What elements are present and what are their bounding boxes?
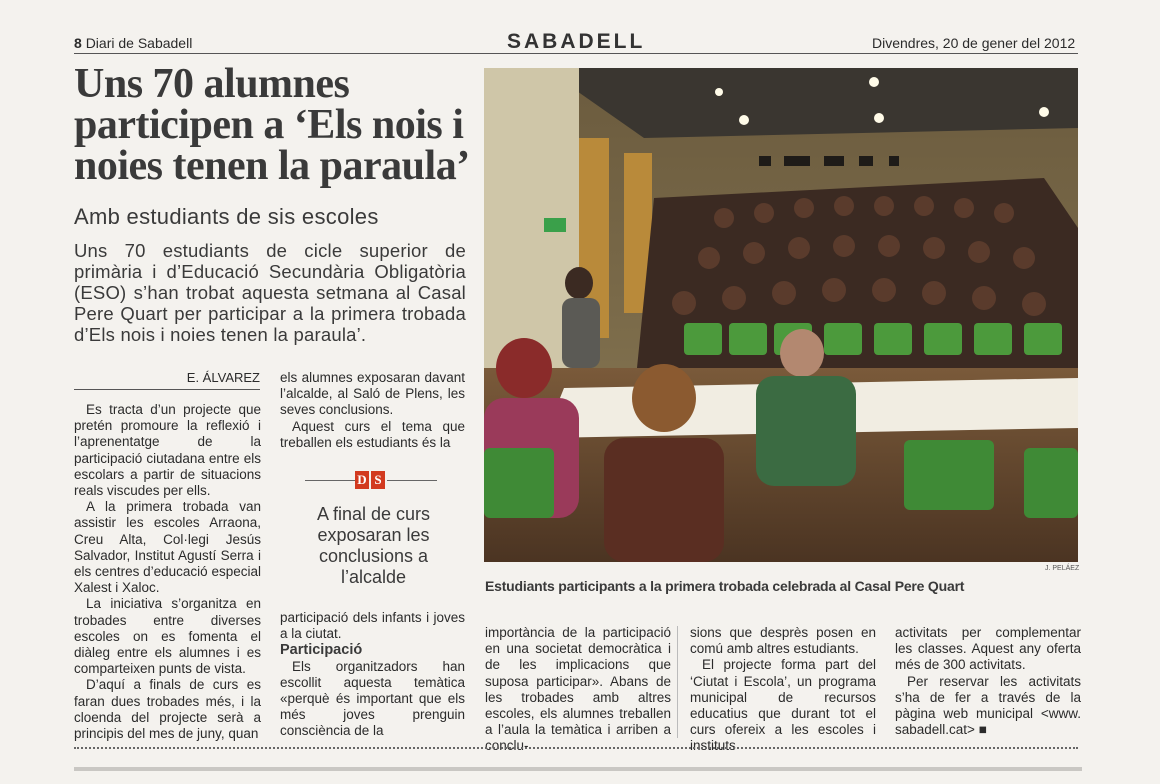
lead-paragraph: Uns 70 estudiants de cicle superior de primària i d’Educació Secundària Obligatòria (ESO) s’han trobat aquesta setmana al Casal Pere Quart per participar a la primera trobada d’Els nois i noies tenen la paraula’.	[74, 240, 466, 345]
issue-date: Divendres, 20 de gener del 2012	[872, 35, 1076, 51]
body-paragraph: Per reservar les activitats s’ha de fer a través de la pàgina web municipal <www. sabadell.cat> ■	[895, 673, 1081, 738]
body-paragraph: A la primera trobada van assistir les escoles Arraona, Creu Alta, Col·legi Jesús Salvador, Institut Agustí Serra i els centres d’educació especial Xalest i Xaloc.	[74, 499, 261, 596]
headline-line: participen a ‘Els nois i	[74, 102, 464, 148]
body-column-2-bottom	[280, 610, 465, 740]
subheadline: Amb estudiants de sis escoles	[74, 204, 379, 229]
byline-rule	[74, 389, 260, 390]
logo-letter: D	[355, 471, 369, 489]
body-paragraph: activitats per complementar les classes. Aquest any oferta més de 300 activitats.	[895, 625, 1081, 673]
body-paragraph: Els organitzadors han escollit aquesta temàtica «perquè és important que els més joves prenguin consciència de la	[280, 658, 465, 739]
body-paragraph: participació dels infants i joves a la ciutat.	[280, 610, 465, 642]
pull-quote: A final de curs exposaran les conclusions a l’alcalde	[316, 504, 431, 587]
section-title: SABADELL	[507, 30, 646, 53]
photo-illustration	[484, 68, 1078, 562]
body-paragraph: La iniciativa s’organitza en trobades entre diverses escoles on es fomenta el diàleg entre els alumnes i es comparteixen punts de vista.	[74, 596, 261, 677]
body-paragraph: D’aquí a finals de curs es faran dues trobades més, i la cloenda del projecte serà a principis del mes de juny, quan	[74, 677, 261, 742]
photo-caption: Estudiants participants a la primera trobada celebrada al Casal Pere Quart	[485, 578, 965, 594]
body-column-4	[690, 625, 876, 755]
headline	[74, 61, 474, 189]
section-subheading: Participació	[280, 642, 363, 659]
header-rule	[74, 53, 1078, 54]
column-divider	[677, 626, 678, 738]
body-paragraph: Aquest curs el tema que treballen els estudiants és la	[280, 418, 465, 450]
ds-logo	[355, 471, 385, 489]
body-paragraph: sions que desprès posen en comú amb altres estudiants.	[690, 625, 876, 657]
body-paragraph: importància de la participació en una societat democràtica i de les implicacions que suposa participar». Abans de les trobades amb altres escoles, els alumnes treballen a l’aula la temàtica i arriben a conclu-	[485, 625, 671, 754]
body-column-1	[74, 402, 261, 742]
headline-line: noies tenen la paraula’	[74, 143, 470, 189]
body-column-5	[895, 625, 1081, 738]
body-column-3	[485, 625, 671, 755]
logo-rule-right	[387, 480, 437, 481]
body-paragraph: El projecte forma part del ‘Ciutat i Escola’, un programa municipal de recursos educatius que durant tot el curs ofereix a les escoles i instituts	[690, 657, 876, 754]
headline-line: Uns 70 alumnes	[74, 61, 350, 107]
page-bottom-rule	[74, 747, 1078, 749]
article-photo	[484, 68, 1078, 562]
page-fold-edge	[74, 767, 1082, 771]
body-column-2-top	[280, 370, 465, 451]
logo-rule-left	[305, 480, 355, 481]
logo-letter: S	[371, 471, 385, 489]
page-folio	[74, 35, 192, 51]
page-number: 8	[74, 35, 82, 51]
photo-credit: J. PELÁEZ	[1045, 565, 1080, 572]
author-byline: E. ÁLVAREZ	[186, 370, 260, 385]
body-paragraph: els alumnes exposaran davant l’alcalde, al Saló de Plens, les seves conclusions.	[280, 370, 465, 418]
publication-name: Diari de Sabadell	[85, 35, 193, 51]
body-paragraph: Es tracta d’un projecte que pretén promoure la reflexió i l’aprenentatge de la participació ciutadana entre els escolars a partir de situacions reals viscudes per ells.	[74, 402, 261, 499]
